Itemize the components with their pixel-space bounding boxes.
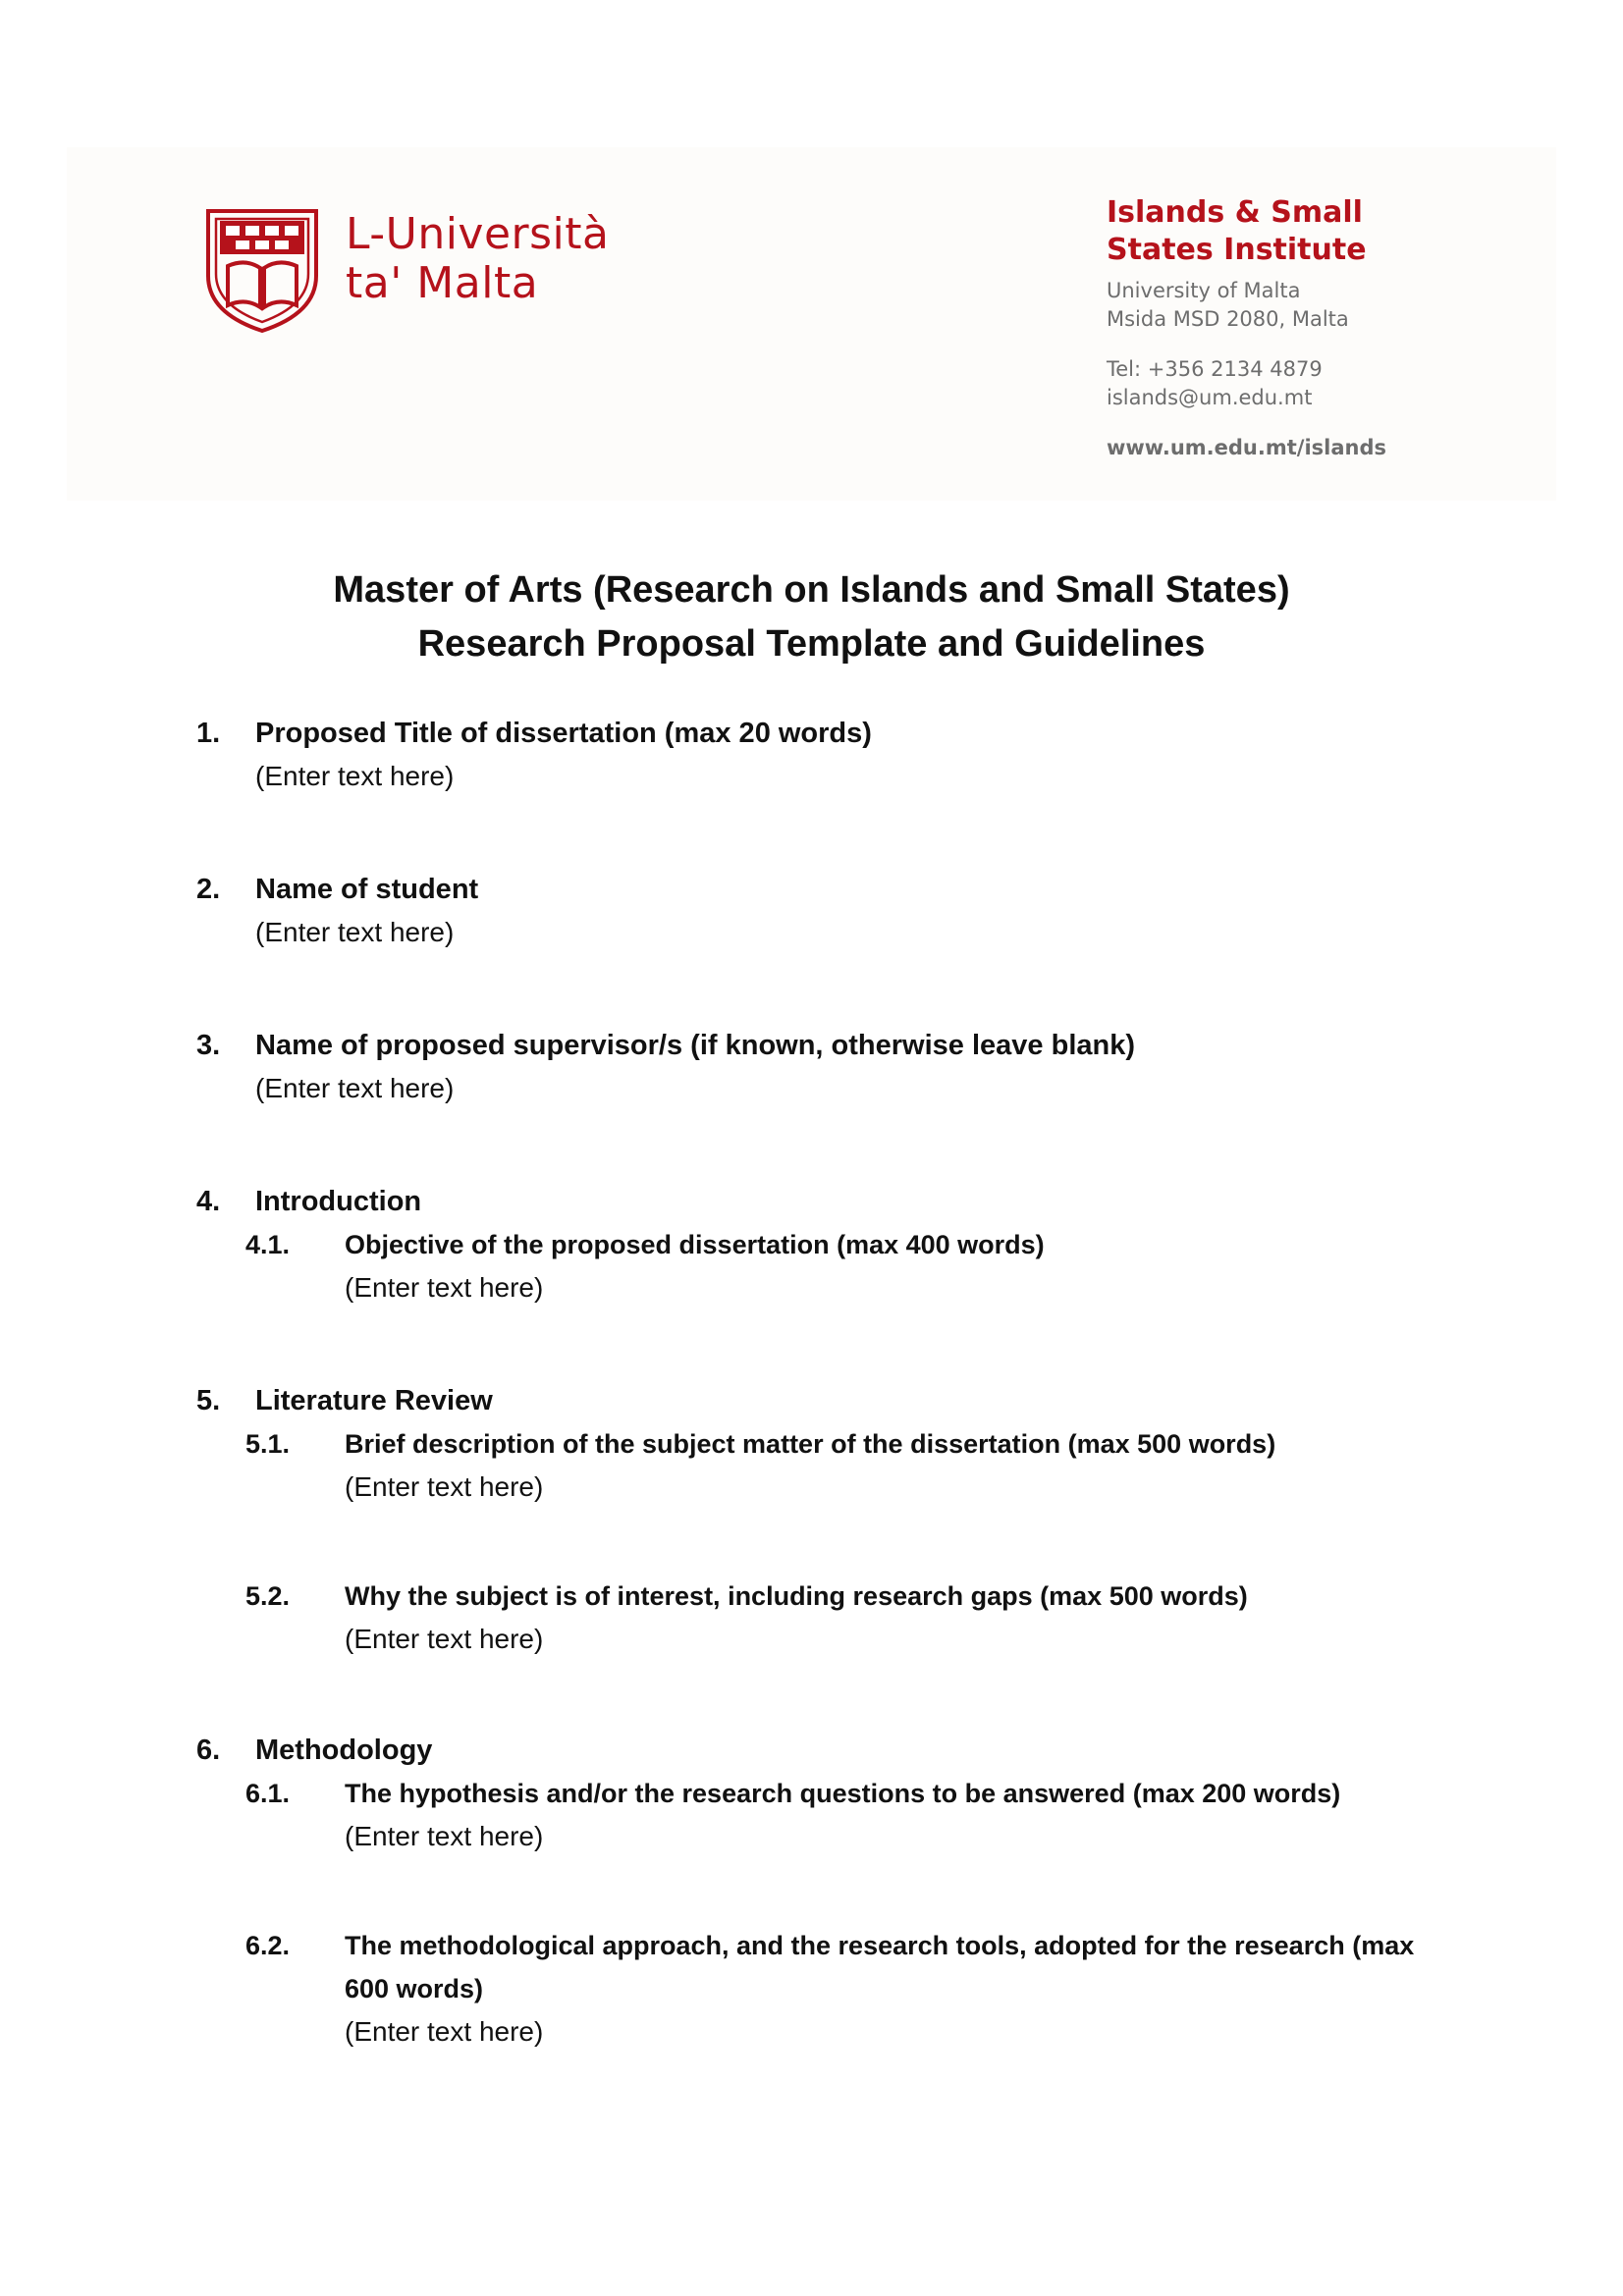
subsection-hypothesis [245,1772,1463,1858]
subsection-subject-interest [245,1575,1463,1661]
subsection-number: 4.1. [245,1230,291,1259]
subsection-heading: The hypothesis and/or the research questions to be answered (max 200 words) [345,1779,1341,1808]
section-heading: Name of student [255,874,479,905]
section-literature-review [196,1379,1463,1661]
section-number: 2. [196,874,221,905]
document-title-line2: Research Proposal Template and Guidelines [417,623,1206,665]
university-name [346,210,610,308]
text-entry-placeholder[interactable]: (Enter text here) [345,1821,544,1851]
institute-title-line1: Islands & Small [1107,195,1363,230]
telephone: Tel: +356 2134 4879 [1107,357,1323,381]
subsection-heading: The methodological approach, and the research tools, adopted for the research (max 600 words) [345,1931,1415,2003]
subsection-heading: Objective of the proposed dissertation (max 400 words) [345,1230,1045,1259]
text-entry-placeholder[interactable]: (Enter text here) [255,917,455,947]
section-number: 3. [196,1030,221,1061]
institute-title-line2: States Institute [1107,233,1367,267]
subsection-methodological-approach [245,1924,1463,2054]
university-crest-logo [198,197,326,335]
section-number: 1. [196,718,221,749]
section-number: 6. [196,1735,221,1766]
subsection-heading: Why the subject is of interest, including research gaps (max 500 words) [345,1581,1248,1611]
subsection-number: 5.1. [245,1429,291,1459]
subsection-number: 6.1. [245,1779,291,1808]
section-methodology [196,1729,1463,2054]
text-entry-placeholder[interactable]: (Enter text here) [345,1471,544,1502]
section-introduction [196,1180,1463,1309]
text-entry-placeholder[interactable]: (Enter text here) [345,1272,544,1303]
section-supervisor [196,1024,1463,1110]
subsection-number: 5.2. [245,1581,291,1611]
website-link[interactable]: www.um.edu.mt/islands [1107,436,1386,459]
section-heading: Name of proposed supervisor/s (if known, otherwise leave blank) [255,1030,1135,1061]
section-proposed-title [196,712,1463,798]
subsection-number: 6.2. [245,1931,291,1960]
institute-contact-block [1107,194,1386,462]
section-heading: Methodology [255,1735,433,1766]
subsection-subject-description [245,1422,1463,1509]
text-entry-placeholder[interactable]: (Enter text here) [345,2016,544,2047]
section-number: 4. [196,1186,221,1217]
university-name-line2: ta' Malta [346,258,539,308]
section-student-name [196,868,1463,954]
subsection-heading: Brief description of the subject matter of the dissertation (max 500 words) [345,1429,1276,1459]
section-heading: Literature Review [255,1385,493,1416]
university-name-line1: L-Università [346,209,610,259]
address-line1: University of Malta [1107,279,1301,302]
text-entry-placeholder[interactable]: (Enter text here) [255,1073,455,1103]
document-title [0,563,1623,671]
document-title-line1: Master of Arts (Research on Islands and Small States) [333,569,1290,611]
section-heading: Introduction [255,1186,422,1217]
section-heading: Proposed Title of dissertation (max 20 words) [255,718,872,749]
text-entry-placeholder[interactable]: (Enter text here) [345,1624,544,1654]
email-link[interactable]: islands@um.edu.mt [1107,386,1313,409]
text-entry-placeholder[interactable]: (Enter text here) [255,761,455,791]
subsection-objective [245,1223,1463,1309]
address-line2: Msida MSD 2080, Malta [1107,307,1349,331]
section-number: 5. [196,1385,221,1416]
